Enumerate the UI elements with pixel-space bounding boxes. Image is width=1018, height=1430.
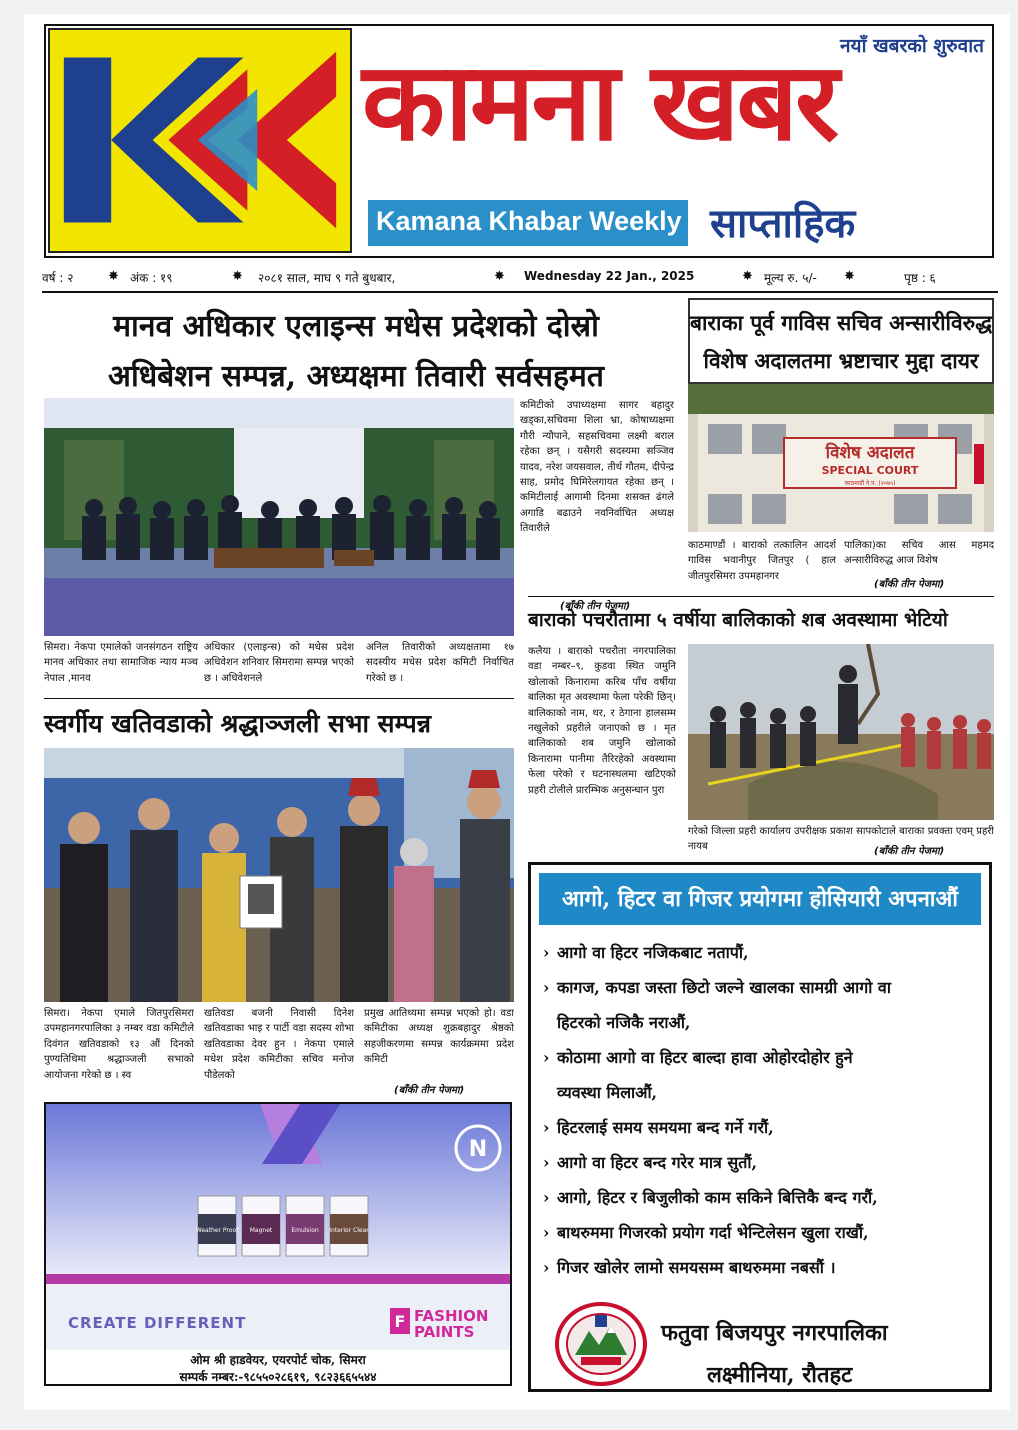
lead-side-column: कमिटीको उपाध्यक्षमा सागर बहादुर खड्का,सचिवमा शिला भ्रा, कोषाध्यक्षमा गौरी न्यौपाने, सहसचिवमा लक्ष्मी बराल रहेका छन् । यसैगरी सदस्यमा सञ्जिव यादव, नरेश जयसवाल, तीर्थ गौतम, दीपेन्द्र साह, प्रमोद घिमिरेलगायत रहेका छन् । कमिटीलाई आगामी दिनमा शसक्त ढंगले अगाडि बढाउने नवनिर्वाचित अध्यक्ष तिवारीले	[520, 400, 674, 535]
child-continued: (बाँकी तीन पेजमा)	[874, 846, 945, 857]
issue-info-bar	[42, 264, 998, 290]
newspaper-page	[24, 14, 1010, 1410]
notice-item: › हिटरलाई समय समयमा बन्द गर्ने गरौं,	[543, 1110, 987, 1145]
brand-line-1: FASHION	[414, 1307, 489, 1325]
star-icon: ✸	[108, 269, 119, 284]
child-headline: बाराको पचरौतामा ५ वर्षीया बालिकाको शब अवस्थामा भेटियो	[528, 609, 948, 631]
can-label-4: Interior Clear	[329, 1227, 369, 1234]
ad-shop: ओम श्री हाडवेयर, एयरपोर्ट चोक, सिमरा	[190, 1353, 366, 1367]
tribute-photo	[44, 748, 514, 1002]
star-icon: ✸	[742, 269, 753, 284]
notice-item-continued: हिटरको नजिकै नराऔं,	[557, 1013, 691, 1032]
court-headline	[688, 298, 994, 384]
tribute-column-2: खतिवडा बजनी निवासी दिनेश खतिवडाका भाइ र पार्टी वडा सदस्य शोभा खतिवडाका देवर हुन । नेकपा एमाले मधेश प्रदेश कमिटीका सचिव मनोज पौडेलको	[204, 1008, 354, 1081]
court-headline-line2: विशेष अदालतमा भ्रष्टाचार मुद्दा दायर	[703, 348, 979, 373]
newspaper-title: कामना खबर	[362, 39, 837, 165]
court-sign-english: SPECIAL COURT	[821, 464, 919, 477]
ad-contact: सम्पर्क नम्बर:-९८५५०२८६१९, ९८२३६६५५४४	[179, 1370, 377, 1384]
tribute-continued: (बाँकी तीन पेजमा)	[394, 1085, 465, 1096]
lead-headline-line1: मानव अधिकार एलाइन्स मधेस प्रदेशको दोस्रो	[113, 309, 599, 344]
volume: वर्ष : २	[42, 271, 74, 285]
court-sign-sub: काठमाडौं ने.प. (२०७५)	[844, 480, 896, 487]
lead-column-2: अधिकार (एलाइन्स) को मधेस प्रदेश अधिवेशन शनिवार सिमरामा सम्पन्न भएको छ । अधिवेशनले	[204, 642, 354, 684]
court-column-1: काठमाण्डौं । बाराको तत्कालिन आदर्श गाविस भवानीपुर जितपुर ( हाल जीतपुरसिमरा उपमहानगर	[688, 540, 836, 582]
municipality-seal	[555, 1301, 647, 1387]
tribute-headline: स्वर्गीय खतिवडाको श्रद्धाञ्जली सभा सम्पन्न	[44, 709, 431, 738]
star-icon: ✸	[494, 269, 505, 284]
child-caption: गरेको जिल्ला प्रहरी कार्यालय उपरीक्षक प्रकाश सापकोटाले बाराका प्रवक्ता एवम् प्रहरी नायब	[688, 826, 994, 853]
special-court-photo	[688, 384, 994, 532]
notice-item: › गिजर खोलेर लामो समयसम्म बाथरुममा नबसौं ।	[543, 1250, 987, 1285]
court-continued: (बाँकी तीन पेजमा)	[874, 579, 945, 590]
court-column-2: पालिका)का सचिव आस महमद अन्सारीविरुद्ध आज विशेष	[844, 540, 994, 567]
weekly-nepali: साप्ताहिक	[710, 200, 856, 247]
lead-headline	[44, 302, 668, 402]
star-icon: ✸	[844, 269, 855, 284]
lead-headline-line2: अधिबेशन सम्पन्न, अध्यक्षमा तिवारी सर्वसहमत	[108, 359, 604, 394]
tribute-column-1: सिमरा। नेकपा एमाले जितपुरसिमरा उपमहानगरपालिका ३ नम्बर वडा कमिटीले दिवंगत खतिवडाको १३ औं दिनको पुण्यतिथिमा श्रद्धाञ्जली सभाको आयोजना गरेको छ । स्व	[44, 1008, 194, 1081]
weekly-english: Kamana Khabar Weekly	[368, 200, 688, 246]
notice-list	[543, 935, 987, 1285]
brand-line-2: PAINTS	[414, 1323, 475, 1341]
court-sign-nepali: विशेष अदालत	[825, 443, 915, 463]
tagline: नयाँ खबरको शुरुवात	[840, 35, 984, 57]
can-label-2: Magnet	[249, 1227, 273, 1234]
ad-slogan: CREATE DIFFERENT	[68, 1314, 247, 1332]
star-icon: ✸	[232, 269, 243, 284]
notice-item: › आगो, हिटर र बिजुलीको काम सकिने बित्तिकै बन्द गरौं,	[543, 1180, 987, 1215]
tribute-column-3: प्रमुख आतिथ्यमा सम्पन्न भएको हो। वडा कमिटीका अध्यक्ष शुक्रबहादुर श्रेष्ठको सहजीकरणमा सम्पन्न कार्यक्रममा प्रदेश कमिटी	[364, 1008, 514, 1066]
can-label-1: Weather Proof	[195, 1227, 239, 1234]
notice-item: › कोठामा आगो वा हिटर बाल्दा हावा ओहोरदोहोर हुने	[543, 1040, 987, 1075]
paint-advertisement	[44, 1102, 512, 1386]
issue-number: अंक : १९	[130, 271, 173, 285]
divider	[44, 698, 514, 699]
municipality-location: लक्ष्मीनिया, रौतहट	[707, 1362, 853, 1388]
divider	[528, 596, 994, 597]
court-headline-line1: बाराका पूर्व गाविस सचिव अन्सारीविरुद्ध	[690, 310, 993, 335]
notice-item: › आगो वा हिटर बन्द गरेर मात्र सुतौं,	[543, 1145, 987, 1180]
masthead	[44, 24, 994, 258]
municipality-name: फतुवा बिजयपुर नगरपालिका	[661, 1320, 888, 1346]
notice-item-continued: व्यवस्था मिलाऔं,	[557, 1083, 658, 1102]
lead-column-1: सिमरा। नेकपा एमालेको जनसंगठन राष्ट्रिय मानव अधिकार तथा सामाजिक न्याय मञ्च नेपाल ,मानव	[44, 642, 198, 684]
fashion-paints-logo-icon: F	[394, 1312, 406, 1331]
page-number: पृष्ठ : ६	[904, 271, 936, 285]
can-label-3: Emulsion	[291, 1227, 319, 1234]
notice-item: › कागज, कपडा जस्ता छिटो जल्ने खालका सामग्री आगो वा	[543, 970, 987, 1005]
divider	[42, 291, 998, 293]
fire-safety-notice	[528, 862, 992, 1392]
notice-item: › बाथरुममा गिजरको प्रयोग गर्दा भेन्टिलेसन खुला राखौं,	[543, 1215, 987, 1250]
notice-item: › आगो वा हिटर नजिकबाट नतापौं,	[543, 935, 987, 970]
kk-logo	[48, 28, 352, 253]
date-english: Wednesday 22 Jan., 2025	[524, 269, 695, 283]
crime-scene-photo	[688, 644, 994, 820]
lead-continued-1: (बाँकी तीन पेजमा)	[560, 601, 631, 612]
lead-column-3: अनिल तिवारीको अध्यक्षतामा १७ सदस्यीय मधेस प्रदेश कमिटी निर्वाचित गरेको छ ।	[366, 642, 514, 684]
price: मूल्य रु. ५/-	[764, 271, 817, 285]
date-nepali: २०८१ साल, माघ ९ गते बुधबार,	[258, 271, 396, 285]
nepal-standard-logo: N	[468, 1137, 488, 1162]
ad-contact-box	[46, 1350, 510, 1386]
notice-headline: आगो, हिटर वा गिजर प्रयोगमा होसियारी अपनाऔं	[539, 873, 981, 925]
child-column: कलैया । बाराको पचरौता नगरपालिका वडा नम्बर–९, कुडवा स्थित जमुनि खोलाको किनारामा करिब पाँच वर्षीया बालिका मृत अवस्थामा फेला परेकी छिन्। बालिकाको नाम, थर, र ठेगाना हालसम्म नखुलेको प्रहरीले जनाएको छ । मृत बालिकाको शब जमुनि खोलाको किनारामा पानीमा तैरिरहेको अवस्थामा फेला परेको र घटनास्थलमा खटिएको प्रहरी टोलीले प्रारम्भिक अनुसन्धान पुरा	[528, 646, 676, 796]
convention-photo	[44, 398, 514, 636]
